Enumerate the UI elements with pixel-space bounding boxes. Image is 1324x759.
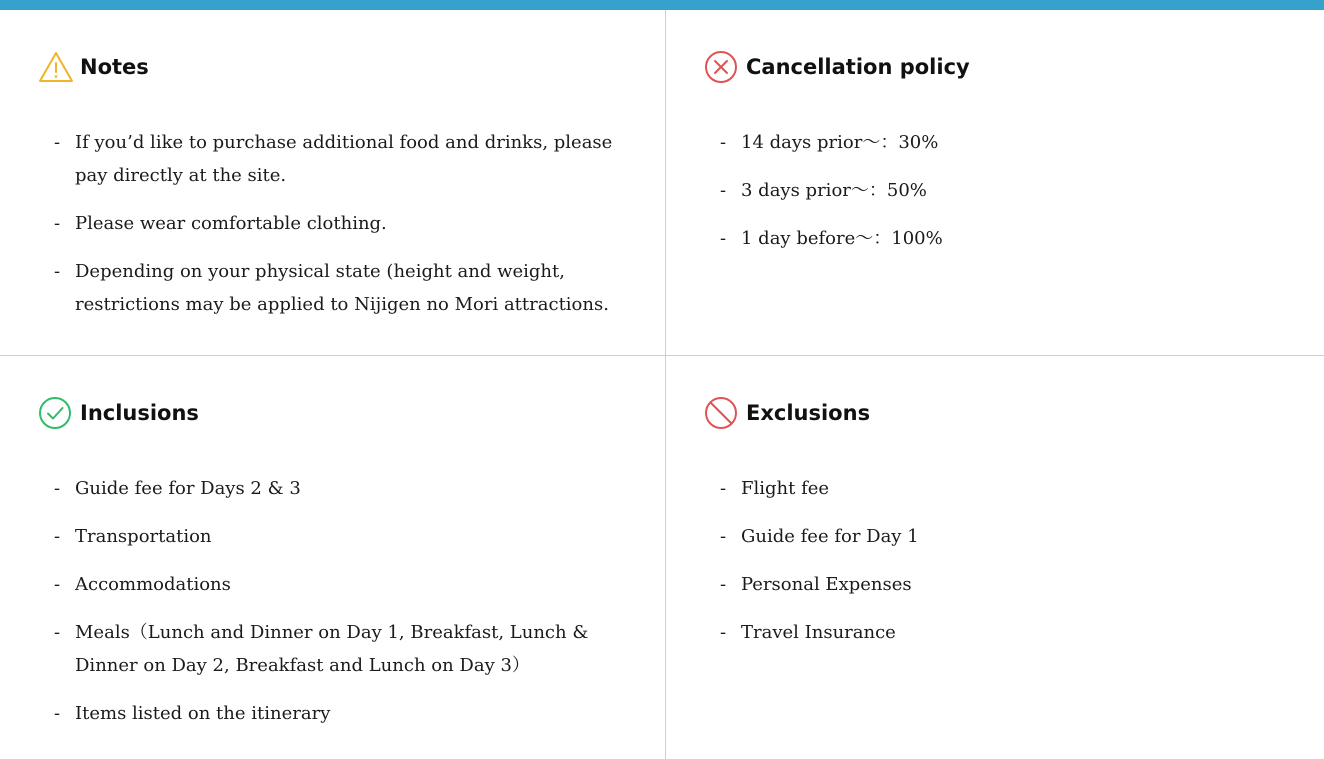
vertical-divider [665, 10, 666, 759]
list-item-text: Accommodations [75, 574, 231, 595]
list-item-text: Travel Insurance [741, 622, 896, 643]
list-item: - Meals（Lunch and Dinner on Day 1, Breakfast, Lunch & Dinner on Day 2, Breakfast and Lunch on Day 3） [54, 622, 589, 676]
notes-list [54, 126, 614, 336]
list-item: - Depending on your physical state (height and weight, restrictions may be applied to Nijigen no Mori attractions. [54, 261, 609, 315]
list-item-text: 14 days prior～：30% [741, 132, 939, 153]
notes-panel [38, 50, 628, 315]
cancellation-title: Cancellation policy [746, 55, 970, 79]
list-item-text: Guide fee for Days 2 & 3 [75, 478, 301, 499]
cancellation-heading [704, 50, 1294, 84]
list-item-text: Guide fee for Day 1 [741, 526, 919, 547]
list-item: - Personal Expenses [720, 574, 912, 595]
info-grid [0, 10, 1324, 759]
list-item: - 3 days prior～：50% [720, 180, 927, 201]
list-item-text: Meals（Lunch and Dinner on Day 1, Breakfast, Lunch & Dinner on Day 2, Breakfast and Lunch on Day 3） [75, 622, 589, 676]
list-item: - 14 days prior～：30% [720, 132, 939, 153]
cancellation-panel [704, 50, 1294, 249]
x-circle-icon [704, 50, 740, 84]
list-item: - If you’d like to purchase additional food and drinks, please pay directly at the site. [54, 132, 613, 186]
list-item: - Flight fee [720, 478, 830, 499]
list-item-text: Personal Expenses [741, 574, 912, 595]
notes-title: Notes [80, 55, 149, 79]
list-item: - Guide fee for Day 1 [720, 526, 919, 547]
list-item-text: Depending on your physical state (height and weight, restrictions may be applied to Nijigen no Mori attractions. [75, 261, 609, 315]
exclusions-heading [704, 396, 1294, 430]
list-item-text: If you’d like to purchase additional food and drinks, please pay directly at the site. [75, 132, 613, 186]
warning-triangle-icon [38, 50, 74, 84]
exclusions-list [720, 472, 1280, 664]
list-item-text: 3 days prior～：50% [741, 180, 927, 201]
top-accent-bar [0, 0, 1324, 10]
list-item: - Transportation [54, 526, 212, 547]
list-item-text: 1 day before～：100% [741, 228, 943, 249]
list-item: - Guide fee for Days 2 & 3 [54, 478, 301, 499]
inclusions-panel [38, 396, 628, 724]
list-item: - Travel Insurance [720, 622, 896, 643]
list-item-text: Transportation [75, 526, 212, 547]
horizontal-divider [0, 355, 1324, 356]
exclusions-title: Exclusions [746, 401, 871, 425]
list-item: - 1 day before～：100% [720, 228, 943, 249]
cancellation-list [720, 126, 1280, 270]
list-item: - Please wear comfortable clothing. [54, 213, 387, 234]
prohibited-icon [704, 396, 740, 430]
inclusions-heading [38, 396, 628, 430]
list-item-text: Please wear comfortable clothing. [75, 213, 387, 234]
list-item: - Accommodations [54, 574, 231, 595]
inclusions-title: Inclusions [80, 401, 199, 425]
list-item-text: Flight fee [741, 478, 830, 499]
list-item: - Items listed on the itinerary [54, 703, 331, 724]
exclusions-panel [704, 396, 1294, 643]
inclusions-list [54, 472, 614, 745]
list-item-text: Items listed on the itinerary [75, 703, 331, 724]
check-circle-icon [38, 396, 74, 430]
notes-heading [38, 50, 628, 84]
